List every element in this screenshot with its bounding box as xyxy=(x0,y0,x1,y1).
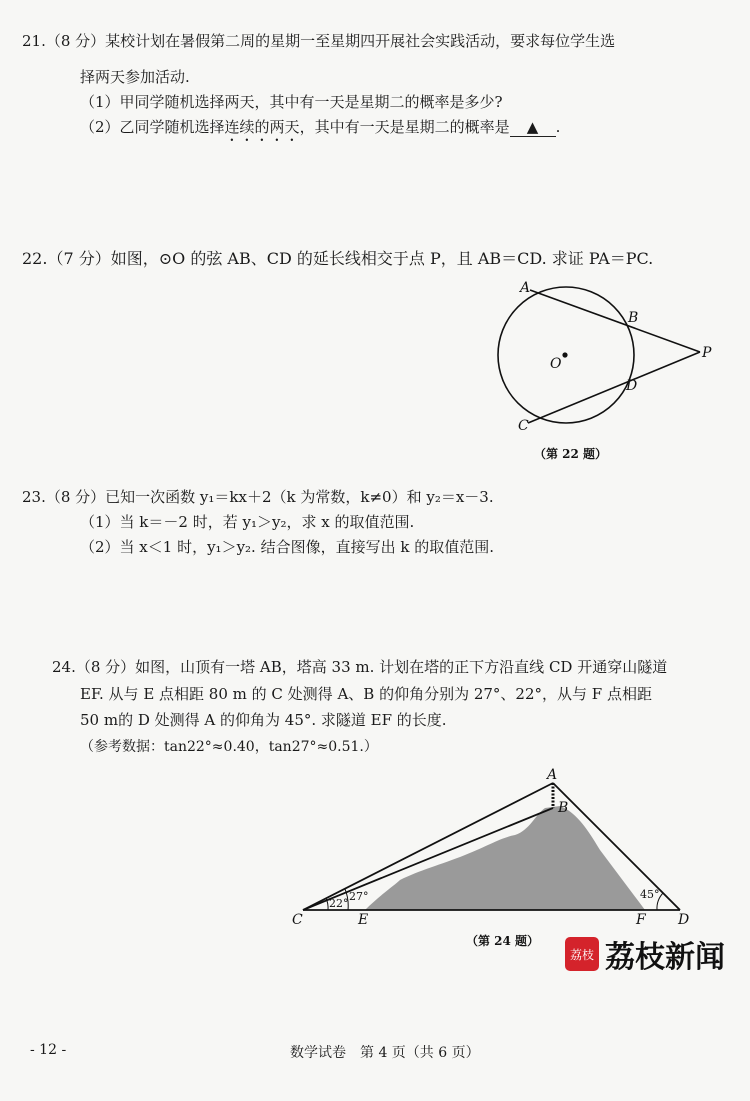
label-a: A xyxy=(520,280,531,296)
label-c: C xyxy=(292,912,303,928)
label-b: B xyxy=(558,800,569,816)
figure-24 xyxy=(292,767,689,948)
q24-line2: EF. 从与 E 点相距 80 m 的 C 处测得 A、B 的仰角分别为 27°、22°，从与 F 点相距 xyxy=(80,685,652,703)
label-o: O xyxy=(550,356,562,372)
q21-sub2-pre: （2）乙同学随机选择 xyxy=(80,118,225,136)
line-ap xyxy=(530,290,700,352)
angle-27: 27° xyxy=(349,890,369,903)
label-e: E xyxy=(358,912,369,928)
center-point xyxy=(563,353,567,357)
logo-name: 荔枝新闻 xyxy=(605,940,725,975)
q21-sub2-emphasis: 连续的两天 xyxy=(224,118,300,136)
label-f: F xyxy=(636,912,646,928)
q23-sub1: （1）当 k＝－2 时，若 y₁＞y₂，求 x 的取值范围. xyxy=(80,513,415,531)
label-d: D xyxy=(678,912,690,928)
q24-line4: （参考数据：tan22°≈0.40，tan27°≈0.51.） xyxy=(80,739,378,755)
label-c: C xyxy=(518,418,529,434)
figure-22-caption: （第 22 题） xyxy=(534,447,608,461)
footer-title: 数学试卷 第 4 页（共 6 页） xyxy=(290,1045,480,1061)
q24-line1: 24.（8 分）如图，山顶有一塔 AB，塔高 33 m. 计划在塔的正下方沿直线 CD 开通穿山隧道 xyxy=(52,658,668,676)
q23-line1: 23.（8 分）已知一次函数 y₁＝kx＋2（k 为常数，k≠0）和 y₂＝x－3. xyxy=(22,488,494,506)
page-number: - 12 - xyxy=(30,1042,67,1058)
q21-line1: 21.（8 分）某校计划在暑假第二周的星期一至星期四开展社会实践活动，要求每位学生选 xyxy=(22,32,616,50)
q22-line1: 22.（7 分）如图，⊙O 的弦 AB、CD 的延长线相交于点 P，且 AB＝CD. 求证 PA＝PC. xyxy=(22,249,654,268)
angle-22: 22° xyxy=(329,897,349,910)
label-a: A xyxy=(547,767,558,783)
figure-22 xyxy=(498,287,700,423)
figure-24-caption: （第 24 题） xyxy=(466,934,540,948)
angle-45: 45° xyxy=(640,888,660,901)
q21-line2: 择两天参加活动. xyxy=(80,68,190,86)
label-d: D xyxy=(626,378,638,394)
q24-line3: 50 m的 D 处测得 A 的仰角为 45°. 求隧道 EF 的长度. xyxy=(80,711,447,729)
q23-sub2: （2）当 x＜1 时，y₁＞y₂. 结合图像，直接写出 k 的取值范围. xyxy=(80,538,494,556)
label-p: P xyxy=(702,345,712,361)
logo-badge: 荔枝 xyxy=(565,937,599,971)
q21-sub2-post: ，其中有一天是星期二的概率是 xyxy=(299,118,510,136)
label-b: B xyxy=(628,310,639,326)
watermark-logo xyxy=(565,932,725,976)
q21-end: . xyxy=(555,118,561,136)
answer-blank: ▲ xyxy=(510,118,556,137)
q21-sub1: （1）甲同学随机选择两天，其中有一天是星期二的概率是多少? xyxy=(80,93,503,111)
